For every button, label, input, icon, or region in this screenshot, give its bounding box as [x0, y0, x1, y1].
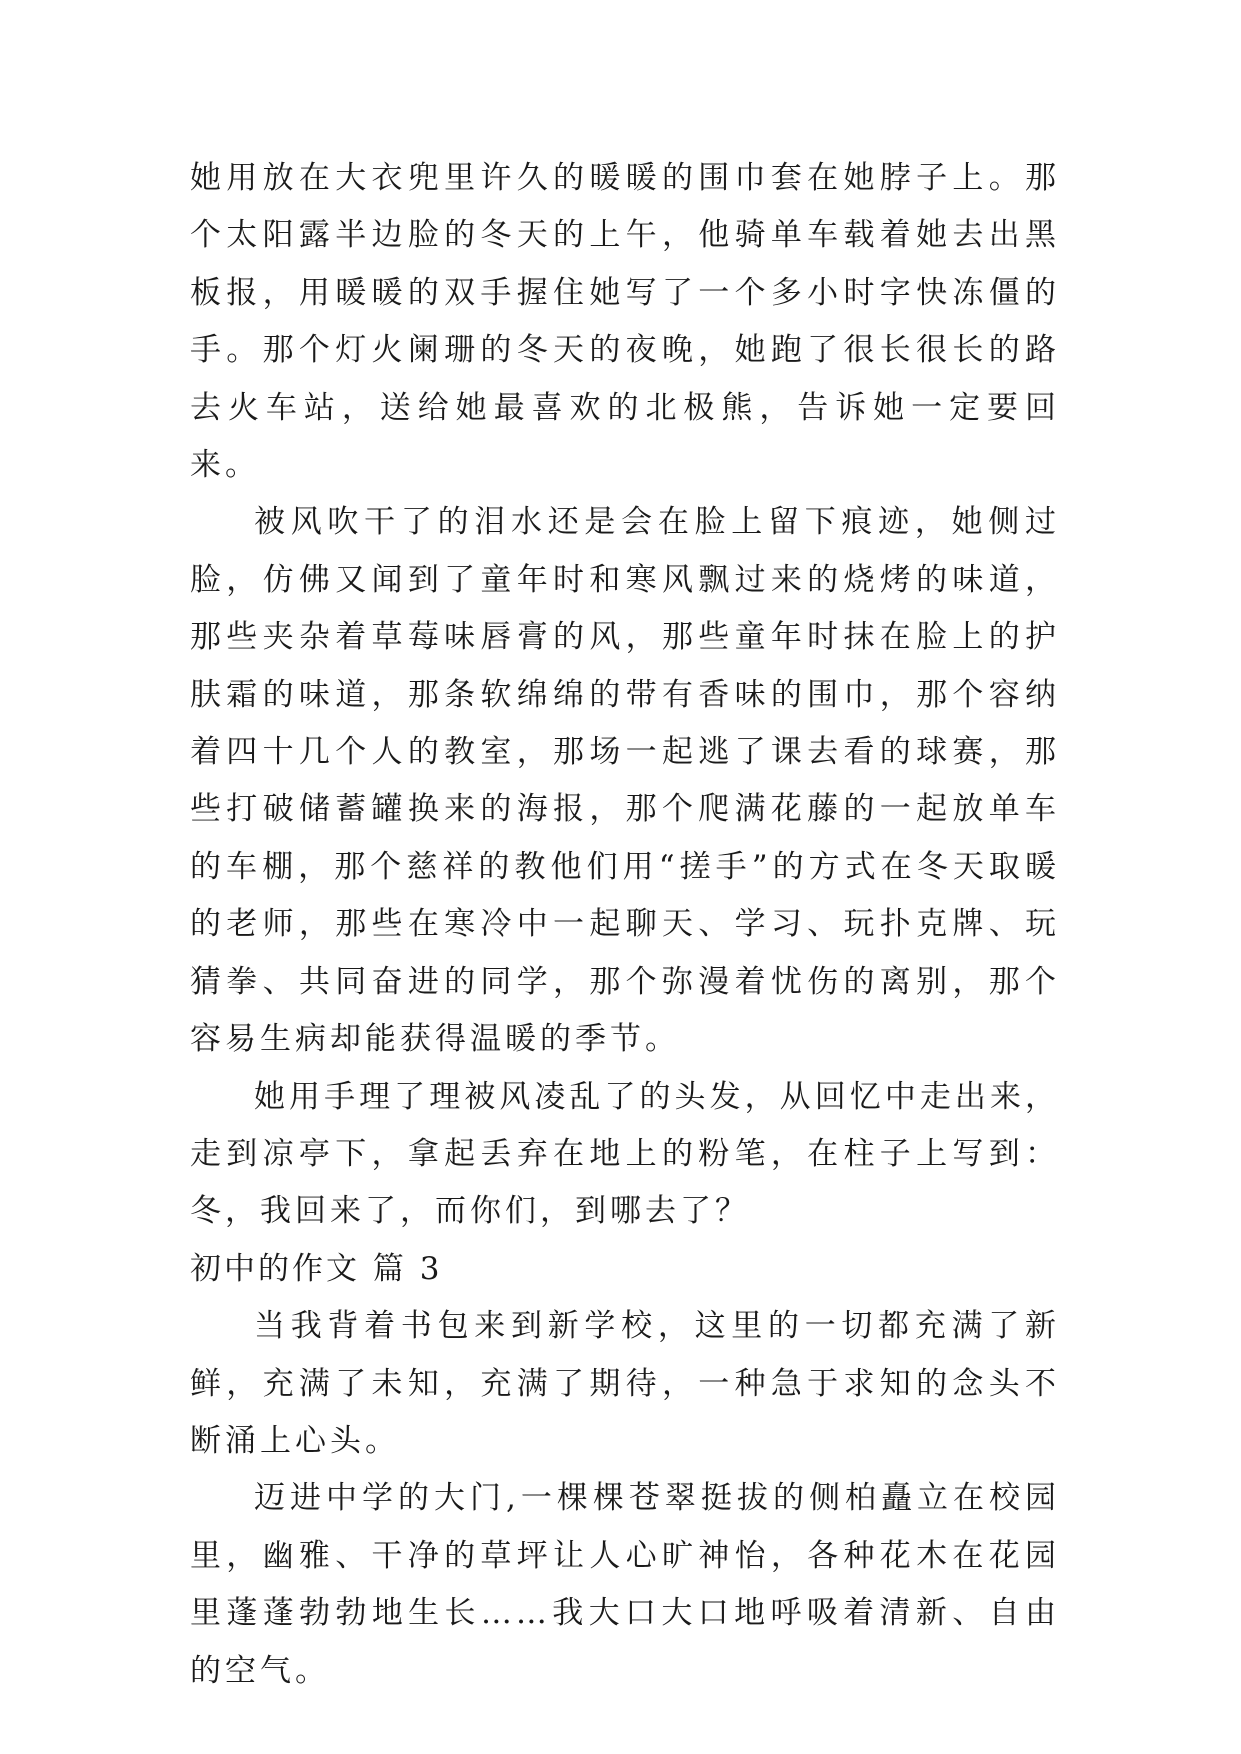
paragraph-3: 她用手理了理被风凌乱了的头发，从回忆中走出来，走到凉亭下，拿起丢弃在地上的粉笔，在柱子上写到：冬，我回来了，而你们，到哪去了？: [190, 1078, 1060, 1230]
paragraph-1: 她用放在大衣兜里许久的暖暖的围巾套在她脖子上。那个太阳露半边脸的冬天的上午，他骑单车载着她去出黑板报，用暖暖的双手握住她写了一个多小时字快冻僵的手。那个灯火阑珊的冬天的夜晚，她跑了很长很长的路去火车站，送给她最喜欢的北极熊，告诉她一定要回来。: [190, 160, 1060, 484]
paragraph-5: 迈进中学的大门,一棵棵苍翠挺拔的侧柏矗立在校园里，幽雅、干净的草坪让人心旷神怡，各种花木在花园里蓬蓬勃勃地生长……我大口大口地呼吸着清新、自由的空气。: [190, 1480, 1060, 1689]
document-body: [190, 150, 1060, 1700]
section-heading: 初中的作文 篇 3: [190, 1250, 443, 1287]
paragraph-2: 被风吹干了的泪水还是会在脸上留下痕迹，她侧过脸，仿佛又闻到了童年时和寒风飘过来的烧烤的味道，那些夹杂着草莓味唇膏的风，那些童年时抹在脸上的护肤霜的味道，那条软绵绵的带有香味的围巾，那个容纳着四十几个人的教室，那场一起逃了课去看的球赛，那些打破储蓄罐换来的海报，那个爬满花藤的一起放单车的车棚，那个慈祥的教他们用“搓手”的方式在冬天取暖的老师，那些在寒冷中一起聊天、学习、玩扑克牌、玩猜拳、共同奋进的同学，那个弥漫着忧伤的离别，那个容易生病却能获得温暖的季节。: [190, 504, 1060, 1058]
paragraph-4: 当我背着书包来到新学校，这里的一切都充满了新鲜，充满了未知，充满了期待，一种急于求知的念头不断涌上心头。: [190, 1308, 1060, 1459]
